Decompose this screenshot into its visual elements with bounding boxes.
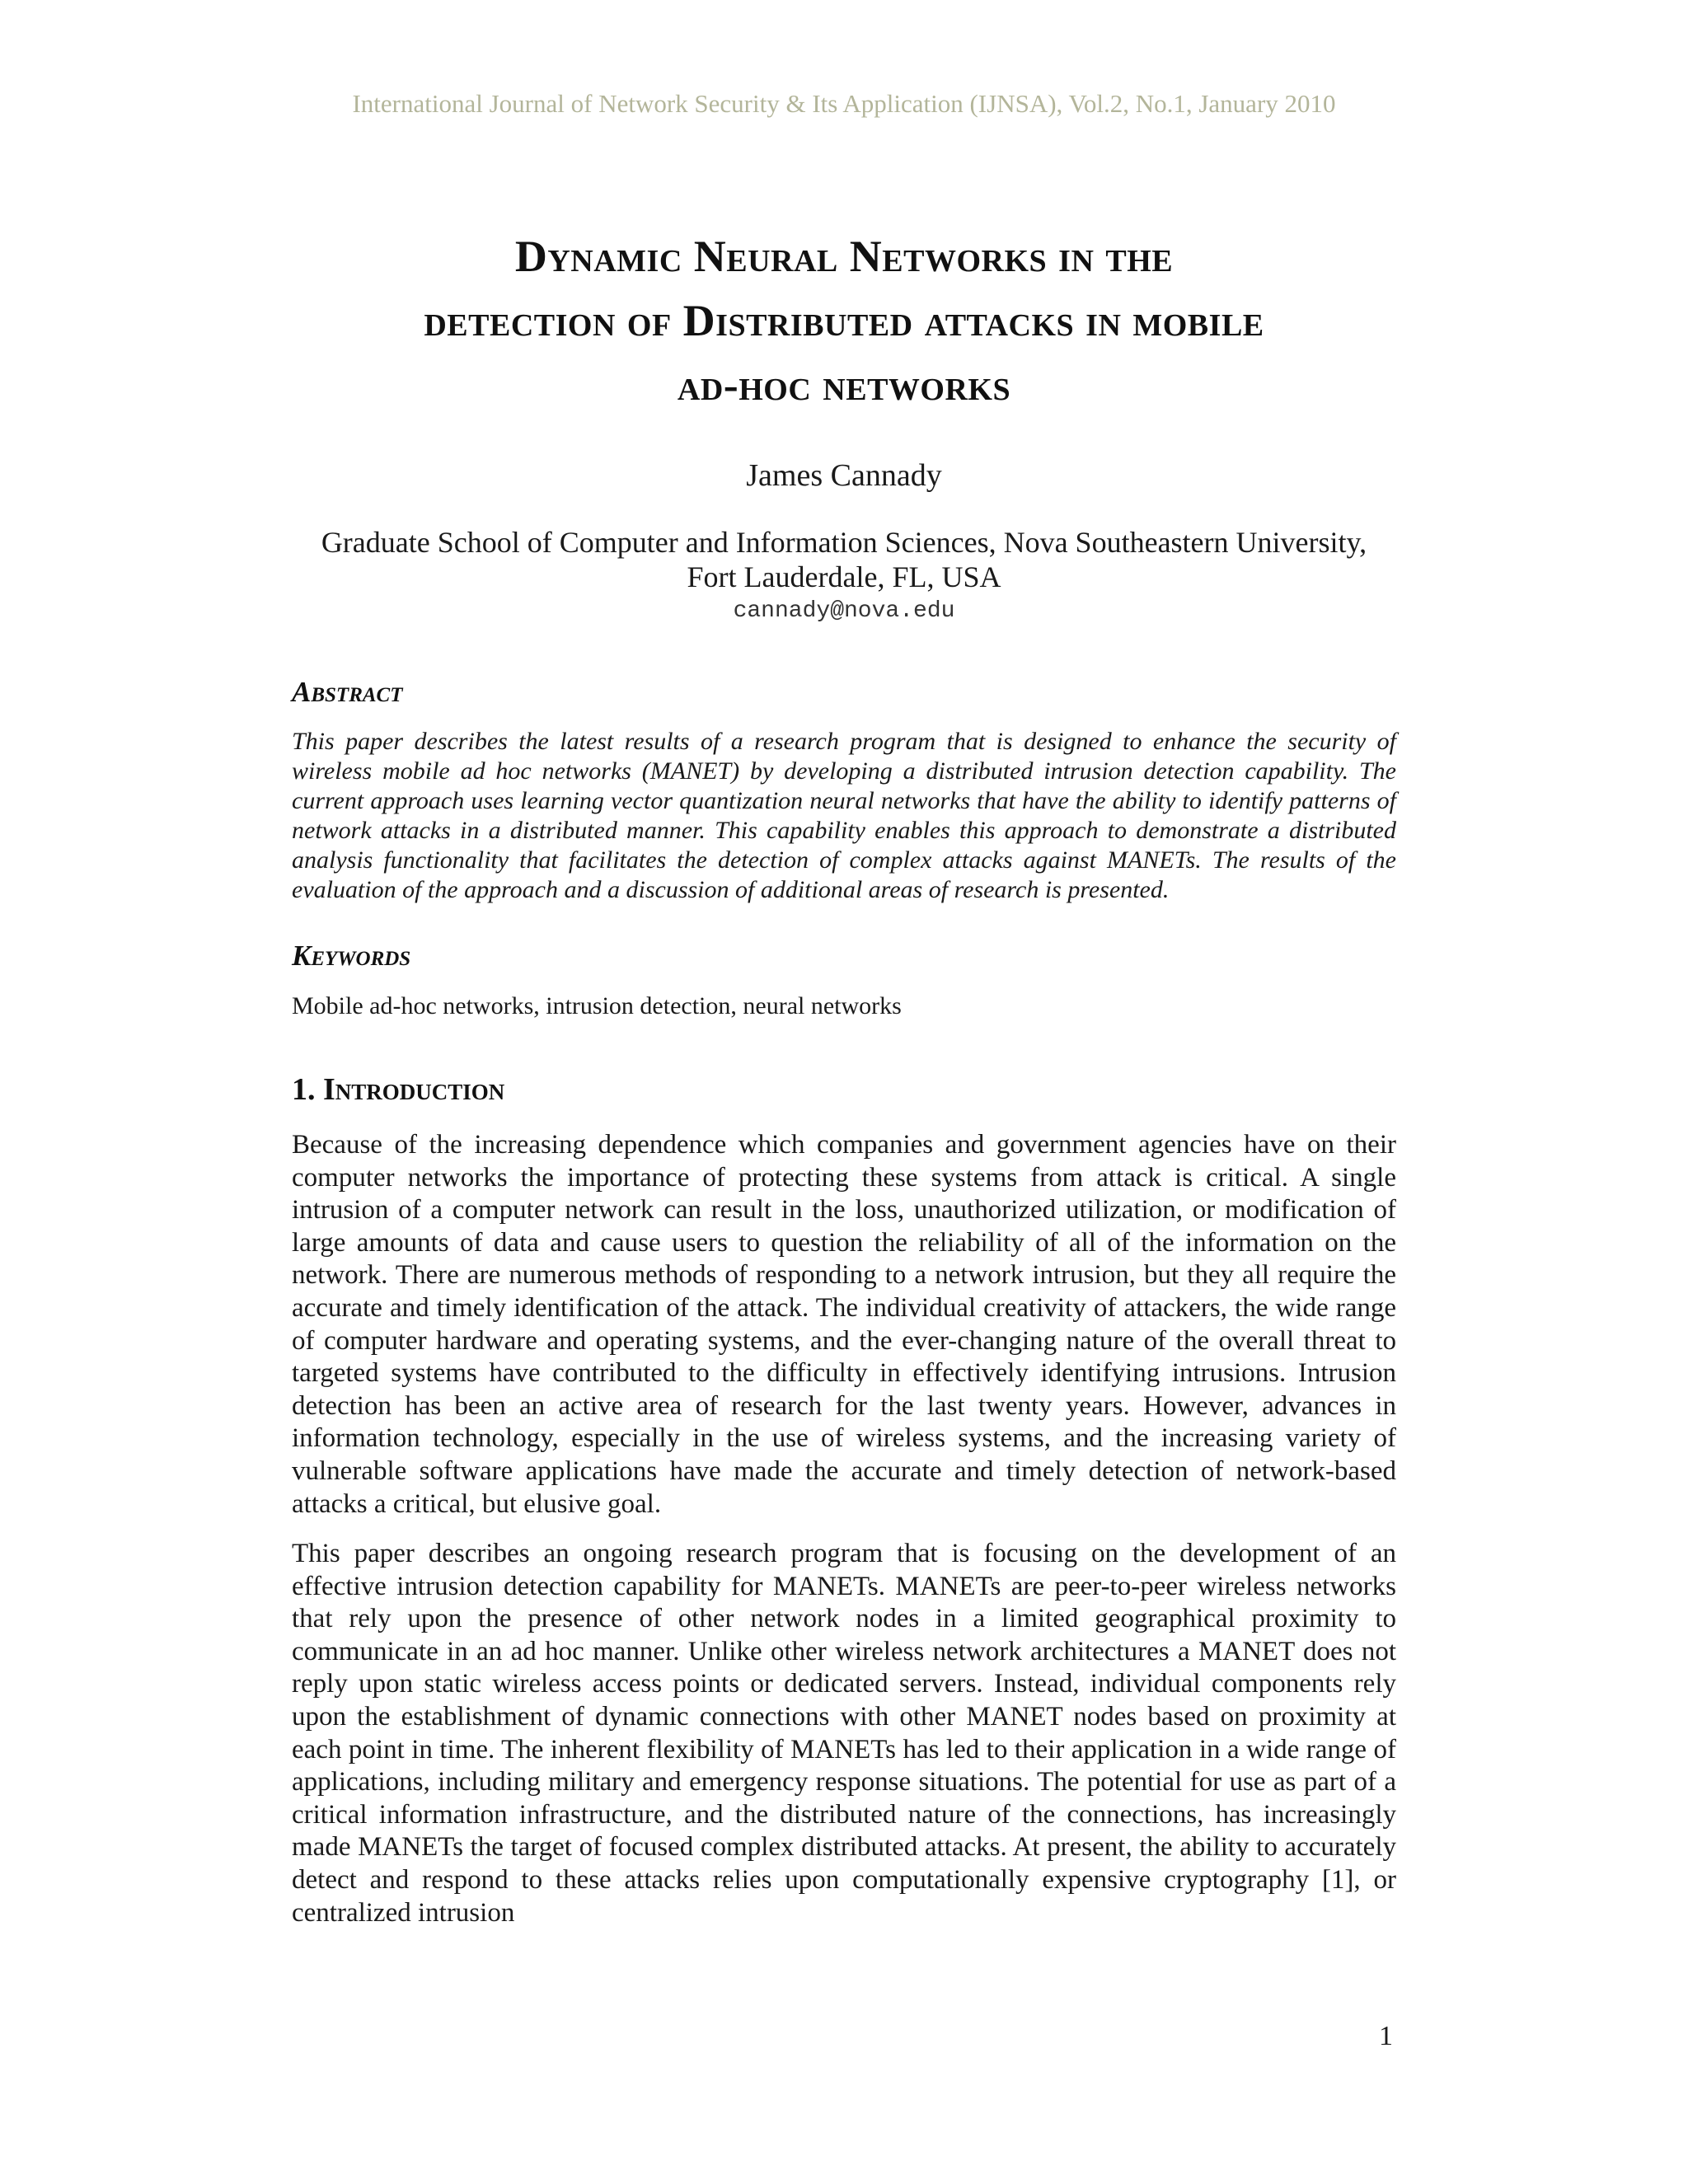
abstract-text: This paper describes the latest results of a research program that is designed to enhance the security of wireless mobile ad hoc networks (MANET) by developing a distributed intrusion detection capability. The current approach uses learning vector quantization neural networks that have the ability to identify patterns of network attacks in a distributed manner. This capability enables this approach to demonstrate a distributed analysis functionality that facilitates the detection of complex attacks against MANETs. The results of the evaluation of the approach and a discussion of additional areas of research is presented. [292, 728, 1396, 903]
introduction-heading: 1. Introduction [292, 1072, 505, 1107]
author-affiliation [280, 525, 1408, 594]
running-header: International Journal of Network Security & Its Application (IJNSA), Vol.2, No.1, January 2010 [352, 89, 1336, 118]
title-line-1: Dynamic Neural Networks in the [514, 232, 1174, 281]
keywords-text: Mobile ad-hoc networks, intrusion detection, neural networks [292, 992, 902, 1019]
introduction-paragraph-1: Because of the increasing dependence which companies and government agencies have on their computer networks the importance of protecting these systems from attack is critical. A single intrusion of a computer network can result in the loss, unauthorized utilization, or modification of large amounts of data and cause users to question the reliability of all of the information on the network. There are numerous methods of responding to a network intrusion, but they all require the accurate and timely identification of the attack. The individual creativity of attackers, the wide range of computer hardware and operating systems, and the ever-changing nature of the overall threat to targeted systems have contributed to the difficulty in effectively identifying intrusions. Intrusion detection has been an active area of research for the last twenty years. However, advances in information technology, especially in the use of wireless systems, and the increasing variety of vulnerable software applications have made the accurate and timely detection of network-based attacks a critical, but elusive goal. [292, 1130, 1396, 1519]
author-email: cannady@nova.edu [733, 598, 955, 624]
introduction-paragraph-2: This paper describes an ongoing research program that is focusing on the development of an effective intrusion detection capability for MANETs. MANETs are peer-to-peer wireless networks that rely upon the presence of other network nodes in a limited geographical proximity to communicate in an ad hoc manner. Unlike other wireless network architectures a MANET does not reply upon static wireless access points or dedicated servers. Instead, individual components rely upon the establishment of dynamic connections with other MANET nodes based on proximity at each point in time. The inherent flexibility of MANETs has led to their application in a wide range of applications, including military and emergency response situations. The potential for use as part of a critical information infrastructure, and the distributed nature of the connections, has increasingly made MANETs the target of focused complex distributed attacks. At present, the ability to accurately detect and respond to these attacks relies upon computationally expensive cryptography [1], or centralized intrusion [292, 1539, 1396, 1928]
page-number: 1 [1379, 2021, 1393, 2051]
abstract-heading: Abstract [292, 676, 403, 708]
author-name: James Cannady [746, 458, 942, 493]
keywords-heading: Keywords [292, 940, 411, 972]
title-line-3: ad-hoc networks [677, 360, 1011, 410]
affiliation-line-2: Fort Lauderdale, FL, USA [687, 560, 1001, 593]
title-line-2: detection of Distributed attacks in mobile [424, 296, 1264, 345]
affiliation-line-1: Graduate School of Computer and Information Sciences, Nova Southeastern University, [321, 526, 1367, 559]
paper-title [247, 224, 1441, 417]
